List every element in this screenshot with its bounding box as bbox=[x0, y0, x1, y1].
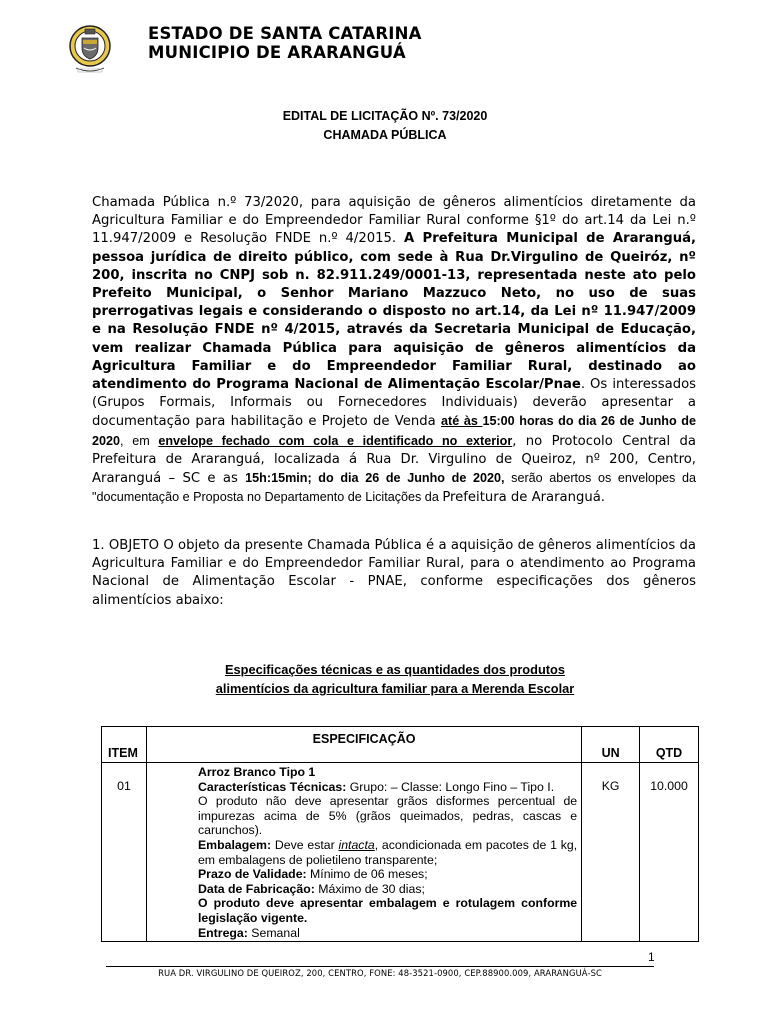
entrega-text: Semanal bbox=[247, 925, 300, 940]
produto-text: O produto não deve apresentar grãos disformes percentual de impurezas acima de 5% (grãos queimados, pedras, cascas e carunchos). bbox=[197, 794, 578, 838]
item-unit: KG bbox=[582, 763, 640, 942]
entrega-label: Entrega: bbox=[197, 925, 248, 940]
deadline-text: 15:00 horas do dia 26 de Junho de 2020 bbox=[92, 414, 696, 448]
intro-paragraph bbox=[92, 194, 696, 507]
header-item: ITEM bbox=[102, 727, 147, 763]
objeto-paragraph: 1. OBJETO O objeto da presente Chamada Pública é a aquisição de gêneros alimentícios da Agricultura Familiar e do Empreendedor Familiar Rural, para o atendimento ao Programa Nacional de Alimentação Escolar - PNAE, conforme especificações dos gêneros alimentícios abaixo: bbox=[92, 538, 696, 608]
prazo-text: Mínimo de 06 meses; bbox=[306, 867, 428, 882]
letterhead bbox=[148, 24, 422, 62]
ate-as-text: até às bbox=[441, 414, 483, 429]
item-number: 01 bbox=[102, 763, 147, 942]
prefeitura-statement: A Prefeitura Municipal de Araranguá, pessoa jurídica de direito público, com sede à Rua Dr.Virgulino de Queiróz, nº 200, inscrita no CNPJ sob n. 82.911.249/0001-13, representada neste ato pelo Prefeito Municipal, o Senhor Mariano Mazzuco Neto, no uso de suas prerrogativas legais e considerando o disposto no art.14, da Lei nº 11.947/2009 e na Resolução FNDE nº 4/2015, através da Secretaria Municipal de Educação, vem realizar Chamada Pública para aquisição de gêneros alimentícios da Agricultura Familiar e do Empreendedor Familiar Rural, destinado ao atendimento do Programa Nacional de Alimentação Escolar/Pnae bbox=[92, 231, 696, 393]
table-row bbox=[102, 763, 699, 942]
carac-text: Grupo: – Classe: Longo Fino – Tipo I. bbox=[346, 779, 555, 794]
embalagem-italic: intacta bbox=[338, 837, 375, 852]
embalagem-label: Embalagem: bbox=[197, 837, 272, 852]
municipal-seal-icon bbox=[66, 24, 114, 76]
product-name: Arroz Branco Tipo 1 bbox=[197, 765, 316, 779]
fabricacao-label: Data de Fabricação: bbox=[197, 881, 315, 896]
abertos-text: serão abertos os envelopes da "documentação e Proposta no Departamento de Licitações da bbox=[92, 471, 696, 505]
page-number: 1 bbox=[648, 950, 655, 964]
protocolo-text: , no Protocolo Central da Prefeitura de Araranguá, localizada á Rua Dr. Virgulino de Queiroz, nº 200, Centro, Araranguá – SC e as bbox=[92, 433, 696, 487]
rotulagem-note: O produto deve apresentar embalagem e rotulagem conforme legislação vigente. bbox=[197, 896, 578, 925]
embalagem-text1: Deve estar bbox=[271, 837, 339, 852]
prazo-label: Prazo de Validade: bbox=[197, 867, 307, 882]
embalagem-text2: , acondicionada em pacotes de 1 kg, em embalagens de polietileno transparente; bbox=[197, 837, 578, 867]
envelope-text: envelope fechado com cola e identificado no exterior bbox=[158, 433, 513, 448]
interessados-text: . Os interessados (Grupos Formais, Informais ou Fornecedores Individuais) deverão apresentar a documentação para habilitação e Projeto de Venda bbox=[92, 377, 697, 430]
prefeitura-end-text: Prefeitura de Araranguá. bbox=[442, 490, 606, 506]
intro-text: Chamada Pública n.º 73/2020, para aquisição de gêneros alimentícios diretamente da Agricultura Familiar e do Empreendedor Familiar Rural conforme §1º do art.14 da Lei n.º 11.947/2009 e Resolução FNDE n.º 4/2015. bbox=[92, 195, 696, 247]
header-qtd: QTD bbox=[640, 727, 699, 763]
specification-table bbox=[101, 726, 699, 942]
header-spec: ESPECIFICAÇÃO bbox=[146, 727, 581, 763]
opening-time-text: 15h:15min; do dia 26 de Junho de 2020, bbox=[245, 471, 505, 486]
footer-address: RUA DR. VIRGULINO DE QUEIROZ, 200, CENTRO, FONE: 48-3521-0900, CEP.88900.009, ARARANGUÁ-SC bbox=[158, 968, 602, 978]
table-header-row bbox=[102, 727, 699, 763]
state-name: ESTADO DE SANTA CATARINA bbox=[148, 24, 422, 43]
fabricacao-text: Máximo de 30 dias; bbox=[314, 881, 425, 896]
edital-number: EDITAL DE LICITAÇÃO Nº. 73/2020 bbox=[282, 109, 488, 123]
spec-title-line2: alimentícios da agricultura familiar para a Merenda Escolar bbox=[215, 681, 575, 696]
carac-label: Características Técnicas: bbox=[197, 779, 347, 794]
item-specification bbox=[146, 763, 581, 942]
municipality-name: MUNICIPIO DE ARARANGUÁ bbox=[148, 43, 406, 62]
edital-type: CHAMADA PÚBLICA bbox=[323, 128, 447, 142]
header-un: UN bbox=[582, 727, 640, 763]
em-text: , em bbox=[120, 433, 159, 448]
footer-divider bbox=[106, 966, 654, 967]
spec-title-line1: Especificações técnicas e as quantidades dos produtos bbox=[225, 662, 565, 677]
item-quantity: 10.000 bbox=[640, 763, 699, 942]
